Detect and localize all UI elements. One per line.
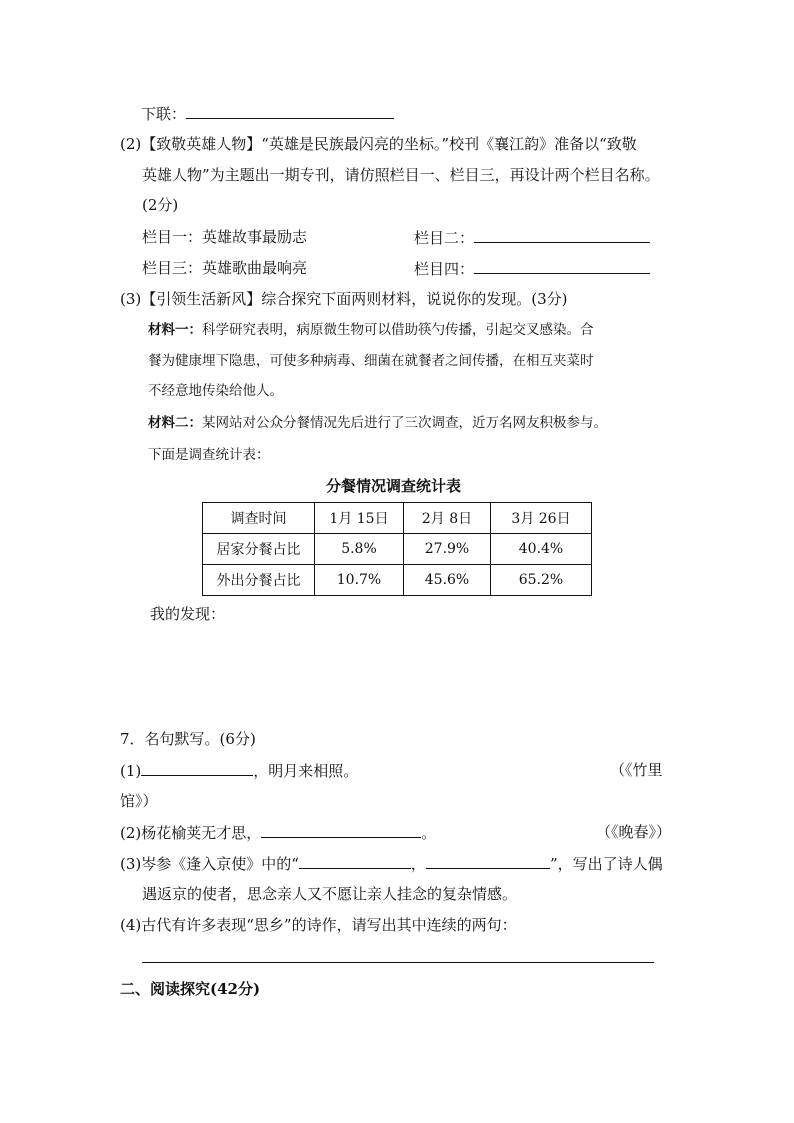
- q7-s1-source-cont: 馆》）: [120, 792, 158, 810]
- column-three: 栏目三：英雄歌曲最响亮: [142, 259, 308, 277]
- table-header-cell: 1月 15日: [315, 503, 404, 534]
- material-two-line1: [148, 412, 607, 434]
- table-cell: 10.7%: [315, 565, 404, 596]
- material-two-label: 材料二：: [148, 415, 202, 431]
- material-one-line2: 餐为健康埋下隐患，可使多种病毒、细菌在就餐者之间传播，在相互夹菜时: [148, 353, 594, 369]
- table-cell: 45.6%: [404, 565, 491, 596]
- table-cell: 5.8%: [315, 534, 404, 565]
- column-four-blank[interactable]: [474, 257, 650, 274]
- q7-sentence2: [120, 821, 436, 844]
- q7-heading: 7．名句默写。(6分): [120, 730, 256, 748]
- q7-sentence3: [120, 852, 663, 875]
- table-header-cell: 2月 8日: [404, 503, 491, 534]
- column-two: [414, 226, 650, 249]
- column-two-label: 栏目二：: [414, 229, 475, 247]
- q7-s3-blank1[interactable]: [299, 852, 411, 869]
- column-four: [414, 257, 650, 280]
- material-one-text1: 科学研究表明，病原微生物可以借助筷勺传播，引起交叉感染。合: [202, 322, 594, 338]
- table-cell: 居家分餐占比: [203, 534, 315, 565]
- table-header-cell: 调查时间: [203, 503, 315, 534]
- table-header-cell: 3月 26日: [491, 503, 592, 534]
- table-cell: 65.2%: [491, 565, 592, 596]
- q7-s1-source: （《竹里: [610, 761, 663, 779]
- q7-s3-end: ”，写出了诗人偶: [549, 855, 663, 873]
- table-cell: 40.4%: [491, 534, 592, 565]
- table-row: [203, 534, 592, 565]
- q7-sentence4: (4)古代有许多表现“思乡”的诗作，请写出其中连续的两句：: [120, 916, 517, 934]
- section-two-heading: 二、阅读探究(42分): [120, 980, 261, 998]
- material-one-line3: 不经意地传染给他人。: [148, 383, 283, 399]
- q7-s2-text: (2)杨花榆荚无才思，: [120, 824, 262, 842]
- q2-line1: (2)【致敬英雄人物】“英雄是民族最闪亮的坐标。”校刊《襄江韵》准备以“致敬: [120, 135, 637, 153]
- table-cell: 外出分餐占比: [203, 565, 315, 596]
- material-one-line1: [148, 319, 594, 341]
- q7-s4-answer-line[interactable]: [142, 962, 654, 963]
- material-two-line2: 下面是调查统计表：: [148, 447, 270, 463]
- couplet-answer-blank[interactable]: [186, 102, 394, 119]
- q7-s1-blank[interactable]: [141, 759, 253, 776]
- column-two-blank[interactable]: [474, 226, 650, 243]
- q7-s3-comma: ，: [410, 855, 426, 873]
- table-title: 分餐情况调查统计表: [326, 477, 462, 495]
- material-two-text1: 某网站对公众分餐情况先后进行了三次调查，近万名网友积极参与。: [202, 415, 607, 431]
- table-cell: 27.9%: [404, 534, 491, 565]
- q7-s2-end: 。: [421, 824, 437, 842]
- material-one-label: 材料一：: [148, 322, 202, 338]
- couplet-label: 下联：: [141, 105, 187, 123]
- q7-s3-line2: 遇返京的使者，思念亲人又不愿让亲人挂念的复杂情感。: [142, 885, 518, 903]
- q2-score: (2分): [142, 196, 179, 214]
- q7-s2-blank[interactable]: [261, 821, 421, 838]
- q7-s3-blank2[interactable]: [426, 852, 550, 869]
- q3-heading: (3)【引领生活新风】综合探究下面两则材料，说说你的发现。(3分): [120, 290, 568, 308]
- survey-table: [202, 502, 592, 596]
- q7-s3-start: (3)岑参《逢入京使》中的“: [120, 855, 299, 873]
- table-row: [203, 565, 592, 596]
- couplet-second-line: [141, 102, 394, 125]
- column-one: 栏目一：英雄故事最励志: [142, 228, 308, 246]
- q7-s2-source: （《晚春》）: [596, 823, 672, 841]
- q7-sentence1: [120, 759, 358, 782]
- q2-line2: 英雄人物”为主题出一期专刊，请仿照栏目一、栏目三，再设计两个栏目名称。: [142, 166, 660, 184]
- finding-label: 我的发现：: [150, 605, 226, 623]
- q7-s1-number: (1): [120, 762, 142, 780]
- table-header-row: [203, 503, 592, 534]
- column-four-label: 栏目四：: [414, 260, 475, 278]
- q7-s1-text: ，明月来相照。: [253, 762, 359, 780]
